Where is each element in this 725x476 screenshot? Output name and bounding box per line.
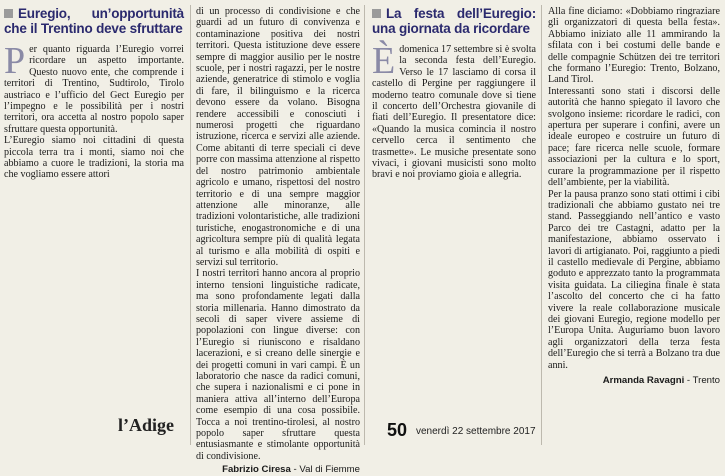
page-date: venerdì 22 settembre 2017 — [416, 426, 536, 437]
column-divider — [541, 5, 542, 445]
article1-dropcap: P — [4, 40, 26, 82]
article1-title: Euregio, un’opportunità che il Trentino deve sfruttare — [4, 6, 184, 36]
page-number: 50 — [387, 420, 408, 440]
article2-place: Trento — [692, 375, 720, 386]
article1-body-3: I nostri territori hanno ancora al proprio interno tensioni linguistiche radicate, ma sono profondamente legati dalla storia millenaria. Hanno dimostrato da secoli di saper vivere assieme di popolazioni con lingue diverse: con l’Euregio si riuniscono e risaldano lacerazioni, e si creano delle sinergie e dei progetti comuni in vari campi. È un laboratorio che nasce da radici comuni, che supera i nazionalismi e ci pone in maniera attiva all’interno dell’Europa come esempio di una cosa possibile. Tocca a noi trentino-tirolesi, al nostro popolo saper sfruttare questa entusiasmante e stimolante opportunità di condivisione. — [196, 268, 360, 462]
article2-body-2: Interessanti sono stati i discorsi delle autorità che hanno spiegato il lavoro che svolgono insieme: ricordare le radici, con apertura per superare i confini, avere un ideale europeo e costruire un futuro di pace; fare ricerca nelle scuole, formare associazioni per la cultura e lo sport, curare la programmazione per il rispetto dell’ambiente, per la viabilità. — [548, 85, 720, 189]
square-bullet-icon — [4, 9, 13, 18]
article2-author: Armanda Ravagni — [602, 375, 685, 386]
article1-lead: er quanto riguarda l’Euregio vorrei ricordare un aspetto importante. Questo nuovo ente, che comprende i territori di Trentino, Sudtirolo, Tirolo austriaco e l’ufficio del Gect Euregio per l’impegno e le possibilità per i nostri territori, ora accetta al nostro popolo saper sfruttare questa opportunità. — [4, 44, 184, 135]
article1-column-1 — [4, 6, 184, 181]
article1-body-2: di un processo di condivisione e che guardi ad un futuro di convivenza e contaminazione positiva dei nostri territori. Questa istituzione deve essere sempre di maggior ausilio per le nostre scuole, per i nostri ragazzi, per le nostre aziende, generatrice di stimolo e voglia di fare, il bilinguismo e la ricerca devono essere da volano. Bisogna rendere accessibili e conosciuti i numerosi progetti che riguardano istruzione, ricerca e servizi alle aziende. Come abitanti di terre speciali ci deve porre con massima attenzione al rispetto del nostro patrimonio ambientale agricolo e umano, rispettosi del nostro territorio e di una sempre maggior attenzione alle minoranze, alle tradizioni volontaristiche, alle tradizioni turistiche, enogastronomiche e di una agricoltura sempre più di qualità legata al turismo e alla mobilità di ospiti e servizi sul territorio. — [196, 6, 360, 268]
article2-body-3: Per la pausa pranzo sono stati ottimi i cibi tradizionali che abbiamo gustato nei tre stand. Passeggiando nell’antico e vasto Parco dei tre Castagni, adatto per la manifestazione, abbiamo osservato i lavori di artigianato. Poi, raggiunto a piedi il castello medievale di Pergine, abbiamo goduto e apprezzato tanto la programmata visita guidata. La ciliegina finale è stata l’ascolto del concerto che ci ha fatto vivere la reale collaborazione musicale dei giovani Euregio, regione modello per l’Europa Unita. Auguriamo buon lavoro agli organizzatori della terza festa dell’Euregio che si terrà a Bolzano tra due anni. — [548, 188, 720, 371]
article1-column-2 — [196, 6, 360, 476]
column-divider — [190, 5, 191, 445]
newspaper-logo: l’Adige — [118, 415, 174, 435]
column-divider — [364, 5, 365, 445]
article2-signature: Armanda Ravagni - Trento — [602, 375, 720, 386]
article1-author: Fabrizio Ciresa — [222, 464, 291, 476]
article1-place: Val di Fiemme — [299, 464, 360, 476]
article1-body-1: L’Euregio siamo noi cittadini di questa piccola terra tra i monti, siamo noi che abbiamo a cuore le tradizioni, la storia ma che vogliamo essere attori — [4, 135, 184, 181]
article2-title: La festa dell’Euregio: una giornata da ricordare — [372, 6, 536, 36]
article2-lead: domenica 17 settembre si è svolta la seconda festa dell’Euregio. Verso le 17 lasciamo di corsa il castello di Pergine per raggiungere il moderno teatro comunale dove si tiene il concerto dell’Orchestra giovanile di fiati dell’Euregio. Il presentatore dice: «Quando la musica comincia il nostro cervello cerca il sentimento che trasmette». Le musiche presentate sono vivaci, i giovani musicisti sono molto bravi e noi proviamo gioia e allegria. — [372, 44, 536, 181]
article2-column-2 — [548, 6, 720, 386]
article2-body-1: Alla fine diciamo: «Dobbiamo ringraziare gli organizzatori di questa bella festa». Abbiamo iniziato alle 11 ammirando la sfilata con i bei costumi delle bande e delle compagnie Schützen dei tre territori che formano l’Euregio: Trento, Bolzano, Land Tirol. — [548, 6, 720, 86]
article2-column-1 — [372, 6, 536, 181]
article1-signature: Fabrizio Ciresa - Val di Fiemme — [222, 464, 360, 476]
article2-dropcap: È — [372, 40, 396, 82]
square-bullet-icon — [372, 9, 381, 18]
